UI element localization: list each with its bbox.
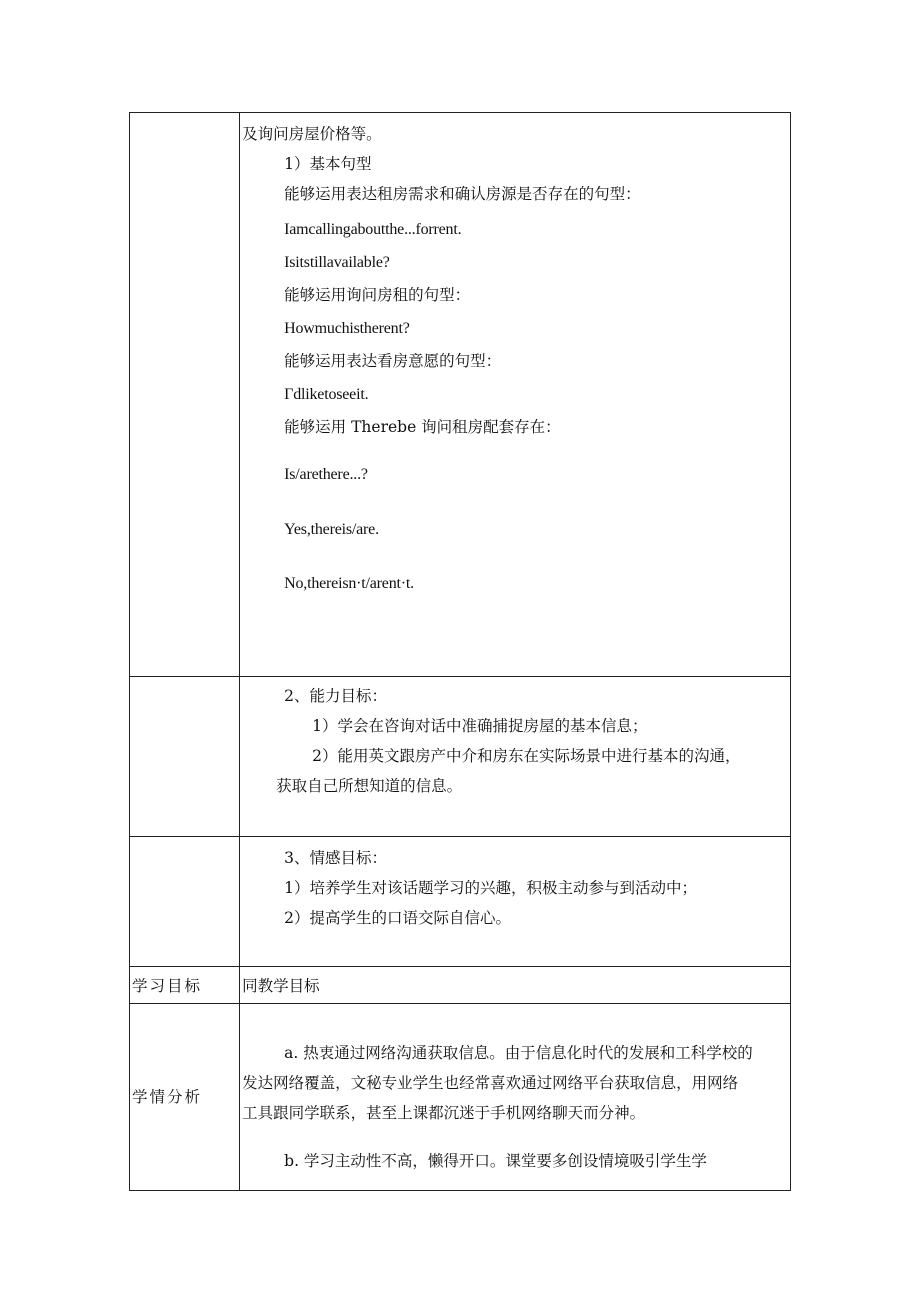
en-sentence-calling: Iamcallingaboutthe...forrent. (284, 221, 462, 238)
objectives-intro: 及询问房屋价格等。 (242, 125, 382, 143)
lesson-plan-table (129, 112, 791, 1191)
emotion-item-2: 2）提高学生的口语交际自信心。 (284, 909, 512, 927)
emotion-item-1: 1）培养学生对该话题学习的兴趣，积极主动参与到活动中； (284, 879, 698, 897)
en-sentence-isthere: Is/arethere...? (284, 466, 368, 483)
learning-goal-value: 同教学目标 (242, 977, 320, 995)
emotion-heading: 3、情感目标： (284, 849, 388, 867)
student-analysis-content-cell (240, 1004, 791, 1191)
en-sentence-yes: Yes,thereis/are. (284, 521, 379, 538)
ability-heading: 2、能力目标： (284, 687, 388, 705)
price-pattern-desc: 能够运用询问房租的句型： (284, 286, 471, 304)
ability-item-2-line-2: 获取自己所想知道的信息。 (276, 777, 463, 795)
learning-goal-label: 学习目标 (132, 977, 203, 995)
emotion-content-cell (240, 837, 791, 967)
analysis-a-line-2: 发达网络覆盖，文秘专业学生也经常喜欢通过网络平台获取信息，用网络 (242, 1074, 739, 1092)
en-sentence-available: Isitstillavailable? (284, 254, 390, 271)
need-pattern-desc: 能够运用表达租房需求和确认房源是否存在的句型： (284, 185, 641, 203)
en-sentence-visit: Γdliketoseeit. (284, 386, 369, 403)
student-analysis-row (130, 1004, 791, 1191)
ability-content-cell (240, 677, 791, 837)
emotion-row (130, 837, 791, 967)
ability-item-2-line-1: 2）能用英文跟房产中介和房东在实际场景中进行基本的沟通， (312, 747, 741, 765)
analysis-a-line-1: a. 热衷通过网络沟通获取信息。由于信息化时代的发展和工科学校的 (284, 1044, 753, 1062)
en-sentence-no: No,thereisn·t/arent·t. (284, 575, 414, 592)
learning-goal-value-cell (240, 967, 791, 1004)
en-sentence-price: Howmuchistherent? (284, 320, 410, 337)
emotion-label-cell (130, 837, 240, 967)
ability-item-1: 1）学会在咨询对话中准确捕捉房屋的基本信息； (312, 717, 648, 735)
analysis-a-line-3: 工具跟同学联系，甚至上课都沉迷于手机网络聊天而分神。 (242, 1104, 646, 1122)
analysis-b-line-1: b. 学习主动性不高，懒得开口。课堂要多创设情境吸引学生学 (284, 1152, 707, 1170)
learning-goal-row (130, 967, 791, 1004)
learning-goal-label-cell (130, 967, 240, 1004)
visit-pattern-desc: 能够运用表达看房意愿的句型： (284, 352, 502, 370)
ability-label-cell (130, 677, 240, 837)
objectives-content-cell (240, 113, 791, 677)
objectives-label-cell (130, 113, 240, 677)
objectives-row (130, 113, 791, 677)
basic-patterns-heading: 1）基本句型 (284, 155, 372, 173)
student-analysis-label-cell (130, 1004, 240, 1191)
ability-row (130, 677, 791, 837)
therebe-pattern-desc: 能够运用 Therebe 询问租房配套存在： (284, 418, 561, 436)
student-analysis-label: 学情分析 (132, 1088, 203, 1106)
